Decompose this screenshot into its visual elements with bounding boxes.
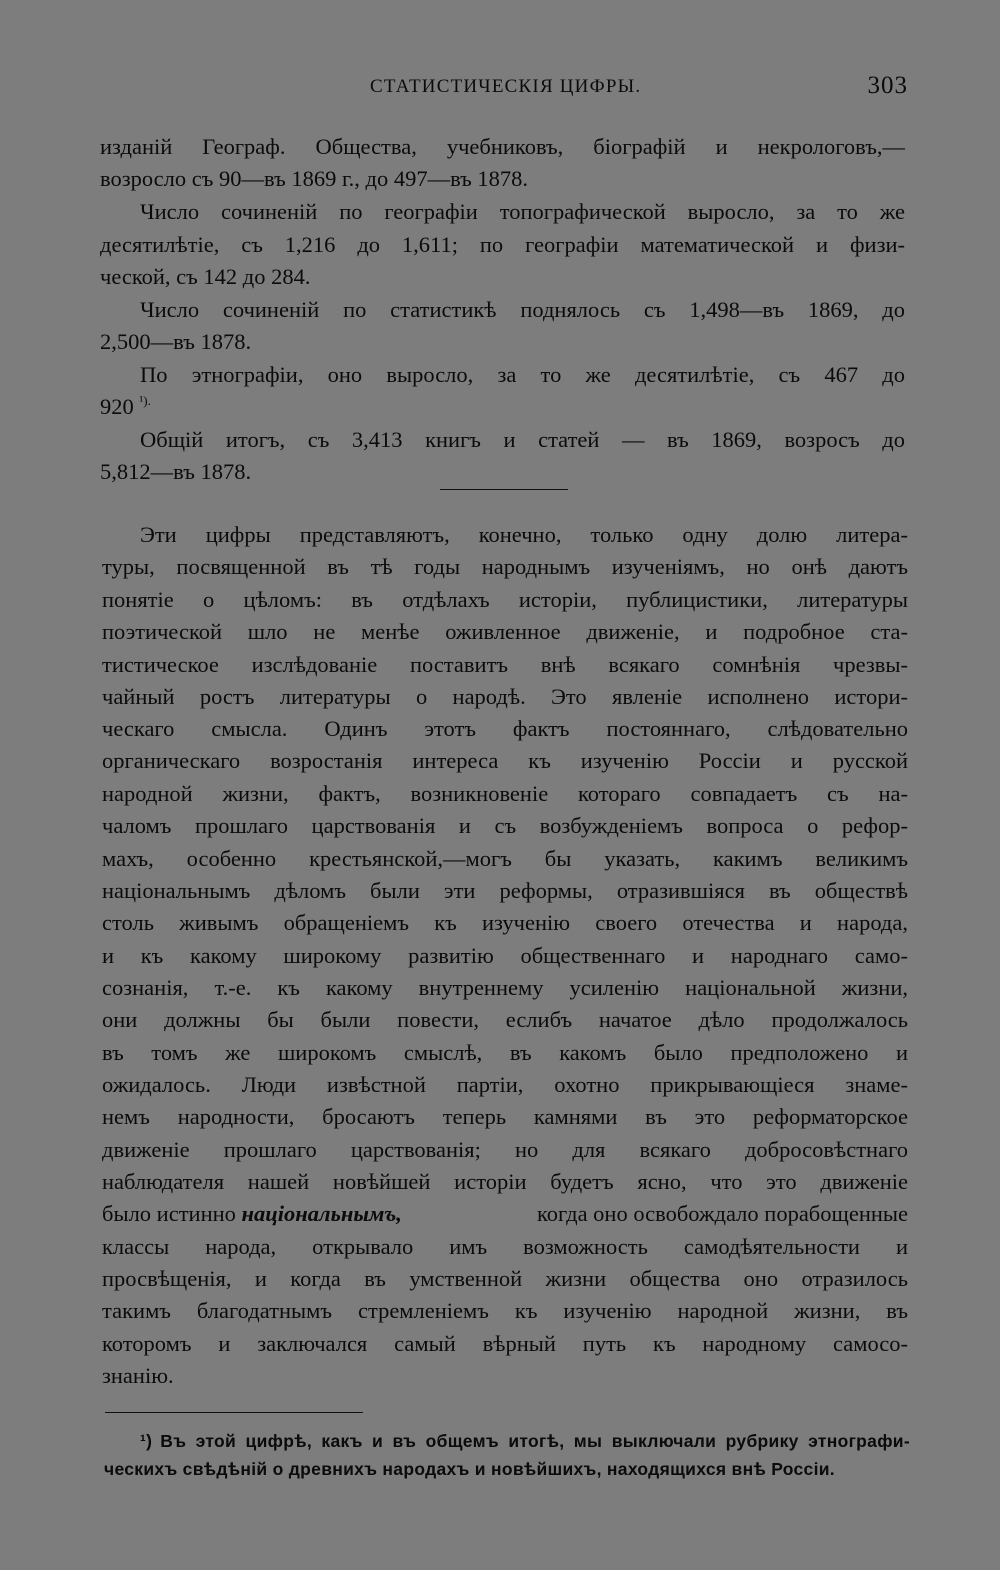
footnote-reference: ¹). — [139, 393, 151, 408]
text-line: 5,812—въ 1878. — [100, 459, 252, 484]
italic-emphasis: національнымъ, — [241, 1201, 402, 1226]
running-title: СТАТИСТИЧЕСКІЯ ЦИФРЫ. — [370, 76, 642, 97]
text-line: Общій итогъ, съ 3,413 книгъ и статей — въ 1869, возросъ до — [140, 427, 905, 452]
footnote-line: ческихъ свѣдѣній о древнихъ народахъ и новѣйшихъ, находящихся внѣ Россіи. — [104, 1459, 835, 1479]
text-line: тистическое изслѣдованіе поставитъ внѣ всякаго сомнѣнія чрезвы- — [102, 652, 908, 677]
text-line: махъ, особенно крестьянской,—могъ бы указать, какимъ великимъ — [102, 846, 908, 871]
text-line: ческаго смысла. Одинъ этотъ фактъ постояннаго, слѣдовательно — [102, 716, 908, 741]
text-line: Число сочиненій по географіи топографической выросло, за то же — [140, 199, 905, 224]
text-fragment: 920 — [100, 394, 134, 419]
text-fragment — [102, 1198, 402, 1230]
text-line: національнымъ дѣломъ были эти реформы, отразившіяся въ обществѣ — [102, 878, 908, 903]
text-line: знанію. — [102, 1363, 174, 1388]
section-divider — [440, 489, 568, 490]
text-line: въ томъ же широкомъ смыслѣ, въ какомъ было предположено и — [102, 1040, 908, 1065]
text-line: десятилѣтіе, съ 1,216 до 1,611; по географіи математической и физи- — [100, 232, 905, 257]
text-fragment-end: когда оно освобождало порабощенные — [536, 1201, 908, 1226]
text-line: 2,500—въ 1878. — [100, 329, 252, 354]
page-number: 303 — [867, 72, 908, 99]
footnote-text: Въ этой цифрѣ, какъ и въ общемъ итогѣ, мы выключали рубрику этнографи- — [160, 1431, 910, 1451]
text-line: просвѣщенія, и когда въ умственной жизни общества оно отразилось — [102, 1266, 908, 1291]
text-line — [100, 391, 151, 423]
text-line: ческой, съ 142 до 284. — [100, 264, 311, 289]
text-fragment-start: было истинно — [102, 1201, 236, 1226]
text-line: По этнографіи, оно выросло, за то же десятилѣтіе, съ 467 до — [140, 362, 905, 387]
text-line: столь живымъ обращеніемъ къ изученію своего отечества и народа, — [102, 910, 908, 935]
text-line: такимъ благодатнымъ стремленіемъ къ изученію народной жизни, въ — [102, 1298, 908, 1323]
text-line: народной жизни, фактъ, возникновеніе котораго совпадаетъ съ на- — [102, 781, 908, 806]
page-header — [100, 72, 908, 106]
text-line: наблюдателя нашей новѣйшей исторіи будетъ ясно, что это движеніе — [102, 1169, 908, 1194]
text-line: классы народа, открывало имъ возможность самодѣятельности и — [102, 1234, 908, 1259]
text-line: чаломъ прошлаго царствованія и съ возбужденіемъ вопроса о рефор- — [102, 813, 908, 838]
footnote-divider — [105, 1412, 363, 1413]
text-line: Эти цифры представляютъ, конечно, только одну долю литера- — [140, 522, 908, 547]
text-line: поэтической шло не менѣе оживленное движеніе, и подробное ста- — [102, 619, 908, 644]
text-line: изданій Географ. Общества, учебниковъ, біографій и некрологовъ,— — [100, 134, 905, 159]
footnote-marker: ¹) — [140, 1431, 153, 1451]
text-line: чайный ростъ литературы о народѣ. Это явленіе исполнено истори- — [102, 684, 908, 709]
text-line: органическаго возростанія интереса къ изученію Россіи и русской — [102, 748, 908, 773]
text-line — [102, 1198, 908, 1230]
footnote-line — [140, 1428, 910, 1454]
text-line: понятіе о цѣломъ: въ отдѣлахъ исторіи, публицистики, литературы — [102, 587, 908, 612]
text-line: и къ какому широкому развитію общественнаго и народнаго само- — [102, 943, 908, 968]
text-line: сознанія, т.-е. къ какому внутреннему усиленію національной жизни, — [102, 975, 908, 1000]
text-line: немъ народности, бросаютъ теперь камнями въ это реформаторское — [102, 1104, 908, 1129]
text-line: туры, посвященной въ тѣ годы народнымъ изученіямъ, но онѣ даютъ — [102, 554, 908, 579]
text-line: они должны бы были повести, еслибъ начатое дѣло продолжалось — [102, 1007, 908, 1032]
text-line: возросло съ 90—въ 1869 г., до 497—въ 1878. — [100, 166, 529, 191]
text-line: которомъ и заключался самый вѣрный путь къ народному самосо- — [102, 1331, 908, 1356]
text-line: движеніе прошлаго царствованія; но для всякаго добросовѣстнаго — [102, 1137, 908, 1162]
text-line: ожидалось. Люди извѣстной партіи, охотно прикрывающіеся знаме- — [102, 1072, 908, 1097]
text-line: Число сочиненій по статистикѣ поднялось съ 1,498—въ 1869, до — [140, 297, 905, 322]
